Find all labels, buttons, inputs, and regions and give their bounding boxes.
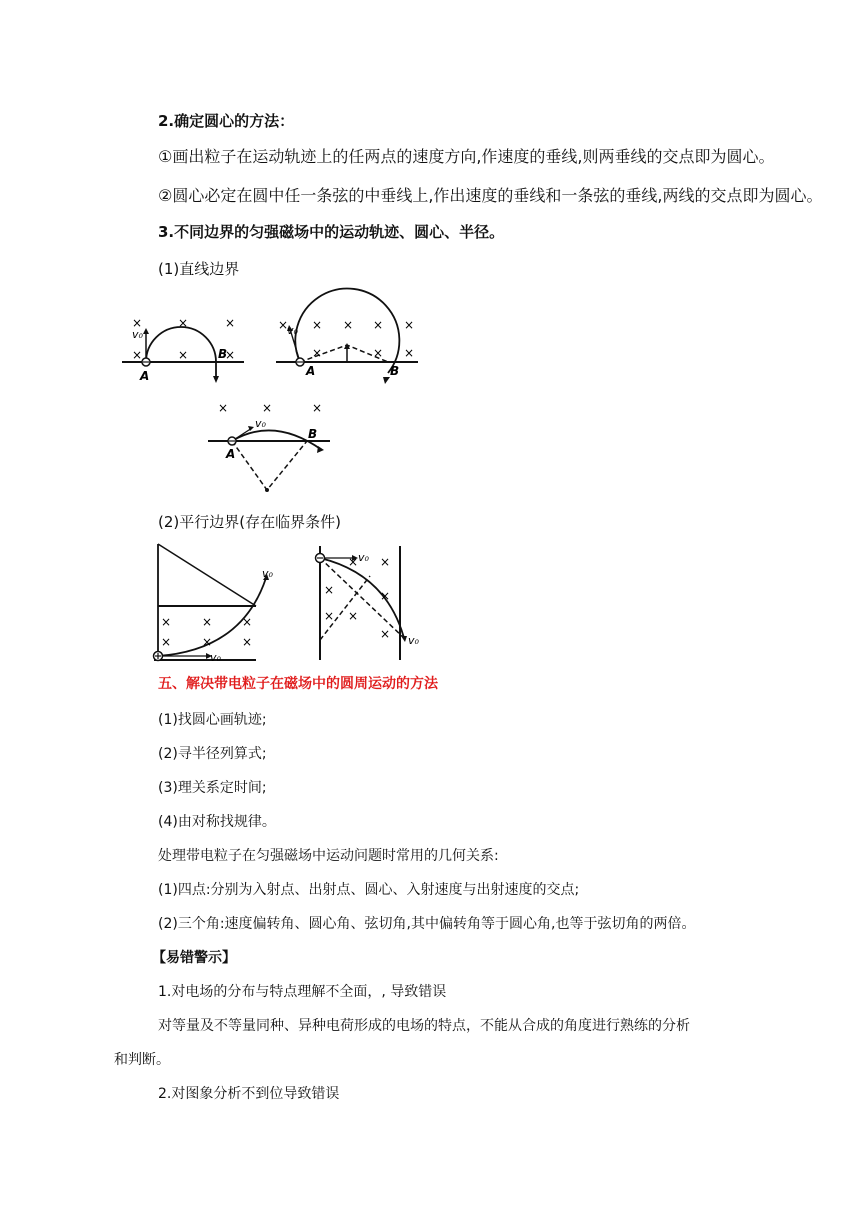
cross-mark: × [218, 401, 229, 415]
warning-item-1-body: 对等量及不等量同种、异种电荷形成的电场的特点，不能从合成的角度进行熟练的分析 [158, 1018, 690, 1034]
subheading-parallel-boundary: (2)平行边界(存在临界条件) [158, 513, 341, 531]
method-step-3: (3)理关系定时间; [158, 780, 267, 796]
cross-mark: × [343, 318, 354, 332]
subheading-straight-boundary: (1)直线边界 [158, 260, 240, 278]
cross-mark: × [380, 627, 391, 641]
cross-mark: × [404, 346, 415, 360]
label-v0: v₀ [408, 634, 419, 647]
cross-mark: × [202, 615, 213, 629]
method-step-1: (1)找圆心画轨迹; [158, 712, 267, 728]
cross-mark: × [312, 318, 323, 332]
warning-item-1: 1.对电场的分布与特点理解不全面，, 导致错误 [158, 984, 447, 1000]
cross-mark: × [178, 316, 189, 330]
cross-mark: × [225, 348, 236, 362]
label-A: A [140, 369, 150, 383]
method-step-4: (4)由对称找规律。 [158, 814, 276, 830]
figure-straight-boundary-3 [204, 398, 334, 494]
cross-mark: × [242, 635, 253, 649]
heading-center-method: 2.确定圆心的方法： [158, 112, 295, 130]
cross-mark: × [225, 316, 236, 330]
cross-mark: × [278, 318, 289, 332]
label-v0: v₀ [255, 417, 266, 430]
cross-mark: × [312, 346, 323, 360]
label-B: B [308, 427, 318, 441]
geometry-four-points: (1)四点:分别为入射点、出射点、圆心、入射速度与出射速度的交点; [158, 882, 580, 898]
geometry-intro: 处理带电粒子在匀强磁场中运动问题时常用的几何关系: [158, 848, 499, 864]
cross-mark: × [373, 346, 384, 360]
method-step-2: (2)寻半径列算式; [158, 746, 267, 762]
cross-mark: × [380, 555, 391, 569]
warning-item-2: 2.对图象分析不到位导致错误 [158, 1086, 340, 1102]
label-A: A [306, 364, 316, 378]
cross-mark: × [312, 401, 323, 415]
cross-mark: × [242, 615, 253, 629]
cross-mark: × [161, 615, 172, 629]
warning-item-1-body-cont: 和判断。 [114, 1052, 170, 1068]
label-v0: v₀ [262, 567, 273, 580]
cross-mark: × [262, 401, 273, 415]
label-v0: v₀ [287, 324, 298, 337]
cross-mark: × [161, 635, 172, 649]
label-B: B [390, 364, 400, 378]
cross-mark: × [404, 318, 415, 332]
section-five-heading: 五、解决带电粒子在磁场中的圆周运动的方法 [158, 676, 438, 692]
label-v0: v₀ [358, 551, 369, 564]
cross-mark: × [202, 635, 213, 649]
heading-boundaries: 3.不同边界的匀强磁场中的运动轨迹、圆心、半径。 [158, 223, 505, 241]
figure-straight-boundary-2 [272, 285, 422, 385]
figure-straight-boundary-1 [118, 310, 248, 385]
label-A: A [226, 447, 236, 461]
figure-parallel-boundary-1 [150, 540, 288, 668]
cross-mark: × [348, 609, 359, 623]
figure-parallel-boundary-2 [308, 540, 434, 668]
label-v0: v₀ [132, 328, 143, 341]
cross-mark: × [132, 316, 143, 330]
method-paragraph-1: ①画出粒子在运动轨迹上的任两点的速度方向,作速度的垂线,则两垂线的交点即为圆心。 [158, 147, 775, 166]
warning-title: 【易错警示】 [152, 950, 236, 966]
cross-mark: × [380, 589, 391, 603]
label-B: B [218, 347, 228, 361]
label-v0: v₀ [210, 651, 221, 664]
cross-mark: × [132, 348, 143, 362]
cross-mark: × [348, 555, 359, 569]
cross-mark: × [324, 609, 335, 623]
cross-mark: × [178, 348, 189, 362]
cross-mark: × [324, 583, 335, 597]
geometry-three-angles: (2)三个角:速度偏转角、圆心角、弦切角,其中偏转角等于圆心角,也等于弦切角的两倍。 [158, 916, 696, 932]
method-paragraph-2: ②圆心必定在圆中任一条弦的中垂线上,作出速度的垂线和一条弦的垂线,两线的交点即为圆心。 [158, 186, 823, 205]
cross-mark: × [373, 318, 384, 332]
